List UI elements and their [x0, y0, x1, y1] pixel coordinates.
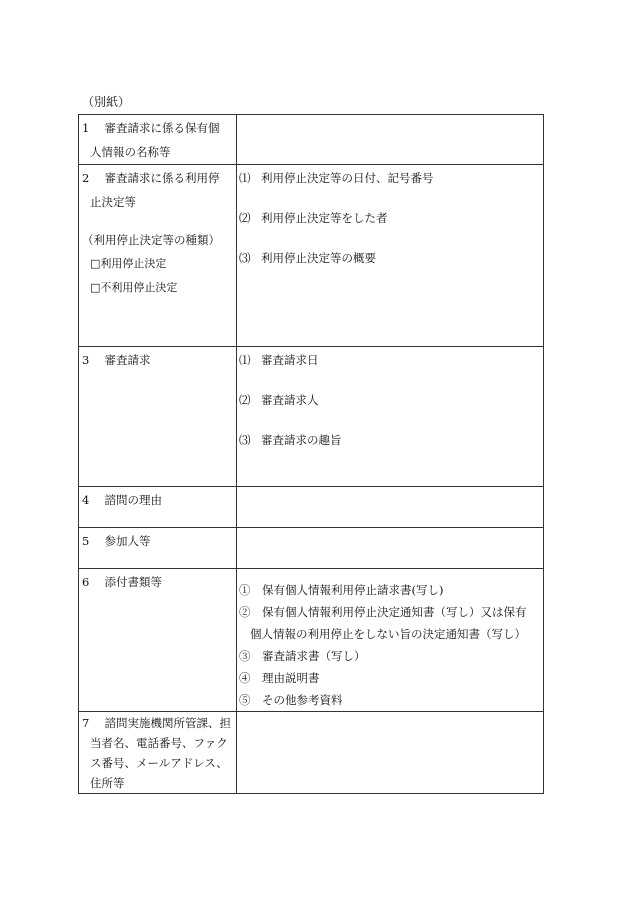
- form-row-4: [79, 487, 544, 528]
- row-6-label-line-1: 6 添付書類等: [82, 575, 162, 589]
- form-row-7: [79, 712, 544, 794]
- row-2-item-1-num: ⑴: [239, 171, 251, 185]
- row-1-content-cell[interactable]: [237, 115, 544, 165]
- row-7-label-line-1: 7 諮問実施機関所管課、担: [82, 716, 231, 730]
- row-5-content-cell[interactable]: [237, 528, 544, 569]
- row-2-item-3: [239, 246, 541, 270]
- form-row-2: [79, 165, 544, 347]
- consultation-form-table: [78, 114, 544, 794]
- attachment-3: ③ 審査請求書（写し）: [239, 649, 366, 663]
- row-3-item-1-num: ⑴: [239, 353, 251, 367]
- attachment-1: ① 保有個人情報利用停止請求書(写し): [239, 583, 444, 597]
- form-row-6: [79, 569, 544, 712]
- row-3-item-1-text: 審査請求日: [261, 353, 319, 367]
- row-3-item-2: [239, 388, 541, 412]
- row-3-item-2-text: 審査請求人: [261, 393, 319, 407]
- row-2-label-cell: [79, 165, 237, 347]
- row-3-label-cell: [79, 347, 237, 487]
- row-3-item-3-text: 審査請求の趣旨: [261, 433, 342, 447]
- row-3-item-3-num: ⑶: [239, 433, 251, 447]
- row-6-label-cell: [79, 569, 237, 712]
- row-6-content-cell: [237, 569, 544, 712]
- row-2-item-2-text: 利用停止決定等をした者: [261, 211, 388, 225]
- decision-type-heading: （利用停止決定等の種類）: [82, 233, 220, 247]
- row-7-label-line-3: ス番号、メールアドレス、: [90, 756, 228, 770]
- row-3-content-cell: [237, 347, 544, 487]
- attachment-2: ② 保有個人情報利用停止決定通知書（写し）又は保有: [239, 605, 527, 619]
- row-3-item-3: [239, 428, 541, 452]
- annex-label: （別紙）: [82, 95, 131, 109]
- row-7-label-line-4: 住所等: [90, 776, 125, 790]
- row-2-item-1: [239, 166, 541, 190]
- form-row-3: [79, 347, 544, 487]
- row-1-label-line-2: 人情報の名称等: [90, 145, 171, 159]
- option-suspension-checkbox[interactable]: □利用停止決定: [90, 257, 167, 270]
- row-4-label-cell: [79, 487, 237, 528]
- option-non-suspension-checkbox[interactable]: □不利用停止決定: [90, 281, 178, 294]
- row-3-label-line-1: 3 審査請求: [82, 353, 151, 367]
- row-7-label-cell: [79, 712, 237, 794]
- row-2-item-3-num: ⑶: [239, 251, 251, 265]
- form-row-5: [79, 528, 544, 569]
- row-5-label-cell: [79, 528, 237, 569]
- row-3-item-1: [239, 348, 541, 372]
- row-2-label-line-2: 止決定等: [90, 195, 136, 209]
- row-1-label-line-1: 1 審査請求に係る保有個: [82, 121, 220, 135]
- row-3-item-2-num: ⑵: [239, 393, 251, 407]
- row-4-content-cell[interactable]: [237, 487, 544, 528]
- attachment-2-continued: 個人情報の利用停止をしない旨の決定通知書（写し）: [250, 627, 526, 641]
- row-5-label-line-1: 5 参加人等: [82, 534, 151, 548]
- row-2-item-2: [239, 206, 541, 230]
- row-2-item-2-num: ⑵: [239, 211, 251, 225]
- row-4-label-line-1: 4 諮問の理由: [82, 493, 162, 507]
- form-row-1: [79, 115, 544, 165]
- row-1-label-cell: [79, 115, 237, 165]
- attachment-5: ⑤ その他参考資料: [239, 693, 343, 707]
- row-2-item-3-text: 利用停止決定等の概要: [261, 251, 376, 265]
- row-7-label-line-2: 当者名、電話番号、ファク: [90, 736, 228, 750]
- row-2-item-1-text: 利用停止決定等の日付、記号番号: [261, 171, 434, 185]
- attachment-4: ④ 理由説明書: [239, 671, 320, 685]
- row-2-content-cell: [237, 165, 544, 347]
- row-7-content-cell[interactable]: [237, 712, 544, 794]
- row-2-label-line-1: 2 審査請求に係る利用停: [82, 171, 220, 185]
